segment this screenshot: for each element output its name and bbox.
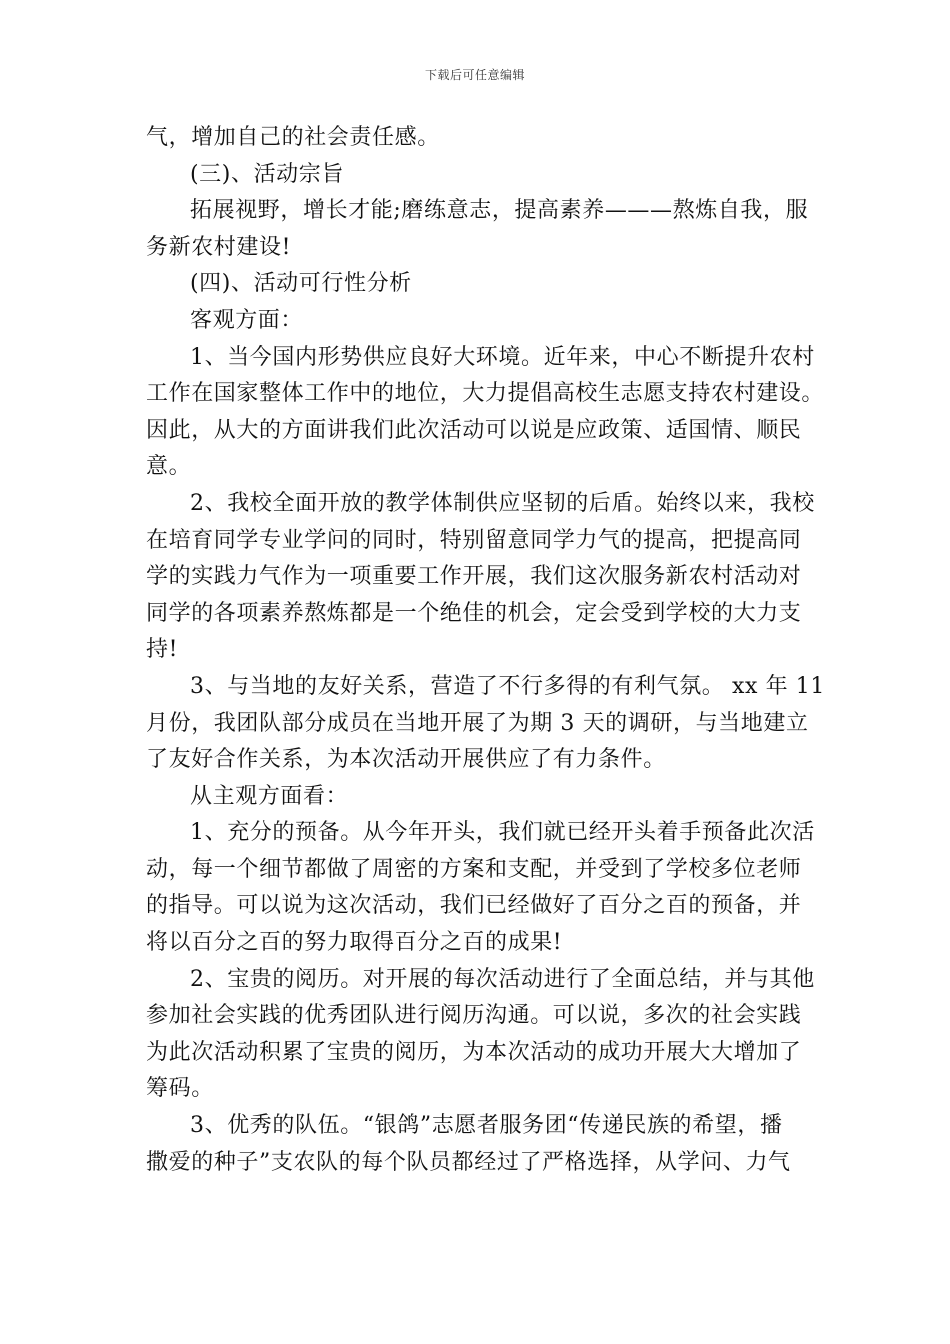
text-line: 月份，我团队部分成员在当地开展了为期 3 天的调研，与当地建立 bbox=[146, 710, 809, 736]
text-line: 在培育同学专业学问的同时，特别留意同学力气的提高，把提高同 bbox=[146, 527, 802, 553]
text-line: 学的实践力气作为一项重要工作开展，我们这次服务新农村活动对 bbox=[146, 564, 802, 590]
text-line: 为此次活动积累了宝贵的阅历，为本次活动的成功开展大大增加了 bbox=[146, 1039, 802, 1065]
text-line: 持! bbox=[146, 637, 179, 663]
text-line: 气，增加自己的社会责任感。 bbox=[146, 125, 440, 150]
text-line: (三)、活动宗旨 bbox=[190, 161, 344, 187]
text-line: 工作在国家整体工作中的地位，大力提倡高校生志愿支持农村建设。 bbox=[146, 381, 825, 407]
text-line: 了友好合作关系，为本次活动开展供应了有力条件。 bbox=[146, 747, 666, 773]
document-body bbox=[146, 120, 825, 1181]
text-line: 客观方面： bbox=[190, 307, 304, 333]
text-line: 撒爱的种子”支农队的每个队员都经过了严格选择，从学问、力气 bbox=[146, 1149, 791, 1175]
text-line: 意。 bbox=[146, 454, 192, 480]
text-line: 动，每一个细节都做了周密的方案和支配，并受到了学校多位老师 bbox=[146, 856, 802, 882]
text-line: 3、优秀的队伍。“银鸽”志愿者服务团“传递民族的希望，播 bbox=[190, 1113, 783, 1139]
text-line: (四)、活动可行性分析 bbox=[190, 271, 412, 297]
text-line: 2、宝贵的阅历。对开展的每次活动进行了全面总结，并与其他 bbox=[190, 966, 815, 992]
text-line: 3、与当地的友好关系，营造了不行多得的有利气氛。 xx 年 11 bbox=[190, 673, 825, 699]
text-line: 1、充分的预备。从今年开头，我们就已经开头着手预备此次活 bbox=[190, 820, 815, 846]
header-note: 下载后可任意编辑 bbox=[424, 68, 525, 82]
text-line: 因此，从大的方面讲我们此次活动可以说是应政策、适国情、顺民 bbox=[146, 417, 802, 443]
text-line: 1、当今国内形势供应良好大环境。近年来，中心不断提升农村 bbox=[190, 344, 815, 370]
text-line: 参加社会实践的优秀团队进行阅历沟通。可以说，多次的社会实践 bbox=[146, 1003, 802, 1029]
text-line: 从主观方面看： bbox=[190, 783, 349, 809]
text-line: 的指导。可以说为这次活动，我们已经做好了百分之百的预备，并 bbox=[146, 893, 802, 919]
text-line: 2、我校全面开放的教学体制供应坚韧的后盾。始终以来，我校 bbox=[190, 490, 815, 516]
text-line: 筹码。 bbox=[146, 1076, 214, 1102]
text-line: 务新农村建设! bbox=[146, 234, 292, 260]
text-line: 拓展视野，增长才能;磨练意志，提高素养———熬炼自我，服 bbox=[190, 198, 809, 224]
text-line: 同学的各项素养熬炼都是一个绝佳的机会，定会受到学校的大力支 bbox=[146, 600, 802, 626]
text-line: 将以百分之百的努力取得百分之百的成果! bbox=[146, 930, 563, 956]
